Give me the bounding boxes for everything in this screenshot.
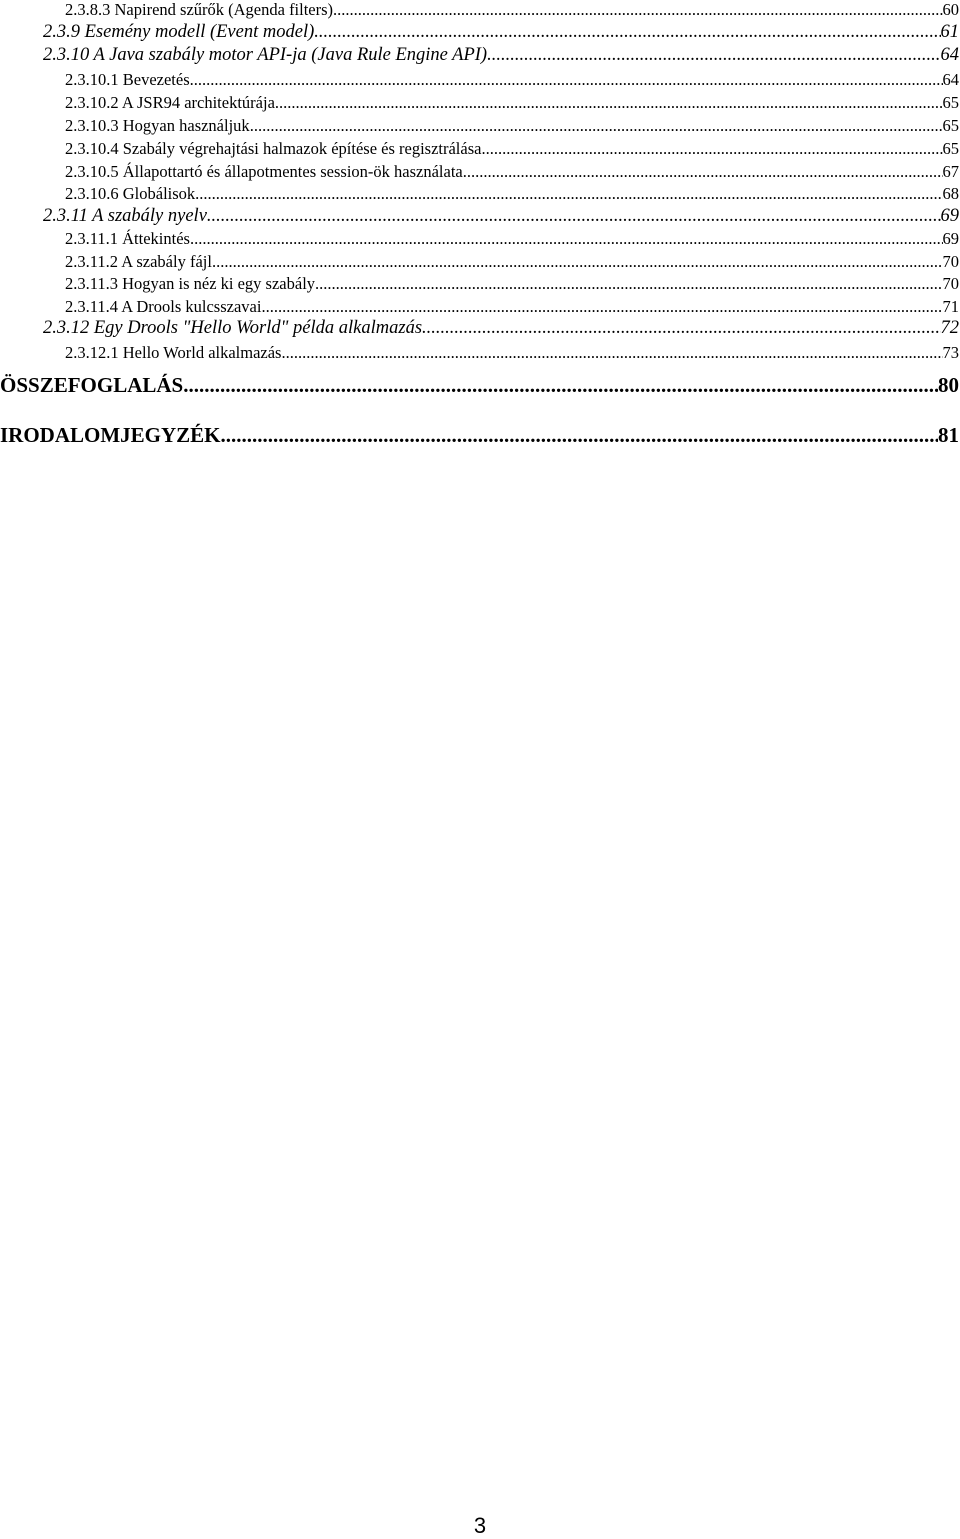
toc-entry[interactable] [43,318,959,339]
toc-leader-dots [333,0,942,20]
toc-leader-dots [481,139,942,159]
toc-entry-label: 2.3.11.2 A szabály fájl [65,252,212,271]
toc-leader-dots [212,252,943,272]
toc-entry[interactable] [65,116,959,136]
toc-entry[interactable] [65,297,959,317]
toc-entry-page: 73 [942,343,959,362]
toc-entry-label: ÖSSZEFOGLALÁS [0,373,184,397]
toc-entry[interactable] [65,70,959,90]
toc-entry[interactable] [65,184,959,204]
toc-entry-page: 64 [942,70,959,89]
toc-entry-label: 2.3.10.1 Bevezetés [65,70,190,89]
toc-entry-label: 2.3.11.1 Áttekintés [65,229,190,248]
toc-entry-label: 2.3.10.5 Állapottartó és állapotmentes session-ök használata [65,162,463,181]
toc-leader-dots [275,93,943,113]
toc-leader-dots [190,229,943,249]
toc-entry[interactable] [43,22,959,43]
toc-entry[interactable] [43,45,959,66]
toc-entry[interactable] [65,139,959,159]
toc-leader-dots [195,184,942,204]
toc-leader-dots [487,45,940,66]
toc-entry-page: 71 [942,297,959,316]
toc-entry-page: 72 [940,318,959,338]
toc-entry-page: 69 [940,206,959,226]
toc-entry-page: 80 [938,373,959,397]
toc-entry-label: 2.3.12 Egy Drools "Hello World" példa alkalmazás [43,318,423,338]
toc-entry[interactable] [0,373,959,398]
toc-leader-dots [463,162,943,182]
toc-entry-label: 2.3.9 Esemény modell (Event model) [43,22,315,42]
toc-entry-page: 65 [942,116,959,135]
toc-entry[interactable] [65,252,959,272]
toc-entry-label: 2.3.10.6 Globálisok [65,184,196,203]
toc-entry-label: 2.3.8.3 Napirend szűrők (Agenda filters) [65,0,334,19]
toc-leader-dots [221,423,938,448]
toc-entry[interactable] [65,274,959,294]
toc-entry-page: 70 [942,274,959,293]
toc-entry-label: 2.3.12.1 Hello World alkalmazás [65,343,282,362]
toc-leader-dots [422,318,940,339]
toc-entry-label: IRODALOMJEGYZÉK [0,423,221,447]
toc-entry-label: 2.3.10 A Java szabály motor API-ja (Java Rule Engine API) [43,45,488,65]
toc-leader-dots [207,206,941,227]
toc-entry-page: 65 [942,93,959,112]
page-number: 3 [473,1513,487,1538]
toc-entry-label: 2.3.10.4 Szabály végrehajtási halmazok építése és regisztrálása [65,139,482,158]
toc-entry-page: 65 [942,139,959,158]
toc-entry[interactable] [65,229,959,249]
toc-entry-label: 2.3.11.3 Hogyan is néz ki egy szabály [65,274,316,293]
toc-leader-dots [281,343,942,363]
toc-entry-label: 2.3.10.3 Hogyan használjuk [65,116,250,135]
toc-leader-dots [250,116,943,136]
toc-leader-dots [190,70,943,90]
toc-leader-dots [315,274,942,294]
toc-entry[interactable] [65,162,959,182]
toc-leader-dots [314,22,940,43]
toc-entry-page: 81 [938,423,959,447]
toc-entry-page: 64 [940,45,959,65]
toc-entry[interactable] [43,206,959,227]
toc-entry[interactable] [65,343,959,363]
toc-entry-label: 2.3.11 A szabály nyelv [43,206,207,226]
toc-leader-dots [261,297,942,317]
toc-entry-label: 2.3.11.4 A Drools kulcsszavai [65,297,262,316]
toc-entry-page: 60 [942,0,959,19]
toc-leader-dots [183,373,938,398]
toc-entry-label: 2.3.10.2 A JSR94 architektúrája [65,93,275,112]
toc-entry-page: 70 [942,252,959,271]
toc-entry[interactable] [65,93,959,113]
toc-entry-page: 67 [942,162,959,181]
toc-entry[interactable] [65,0,959,20]
toc-entry-page: 68 [942,184,959,203]
toc-entry-page: 61 [940,22,959,42]
toc-entry[interactable] [0,423,959,448]
toc-entry-page: 69 [942,229,959,248]
